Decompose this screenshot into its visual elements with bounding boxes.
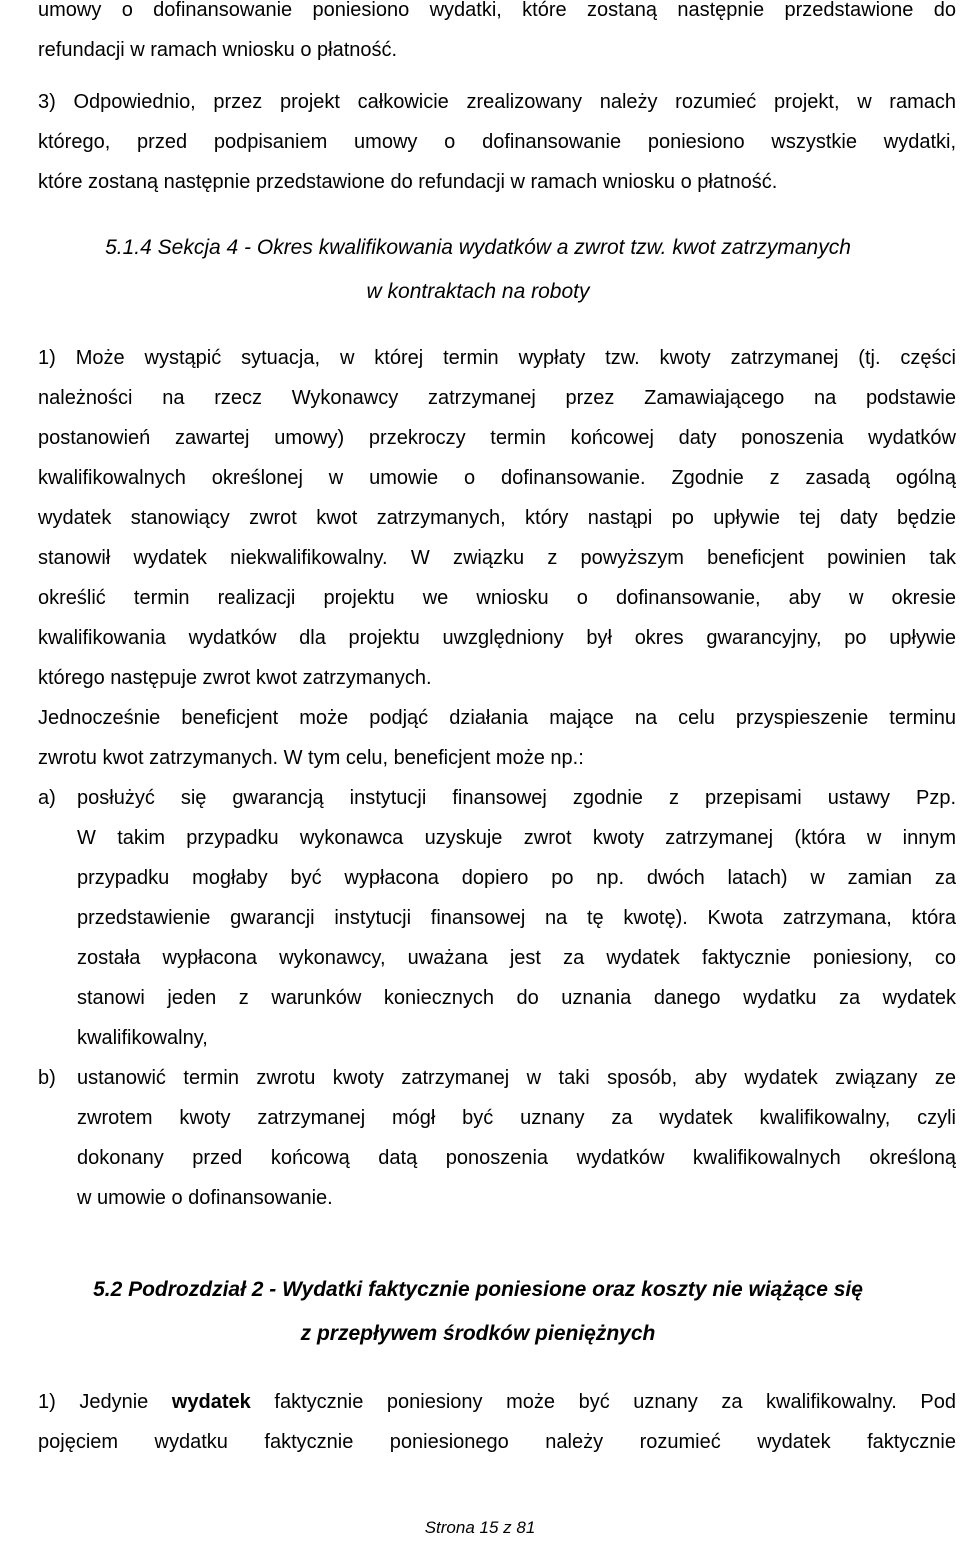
- text-line: refundacji w ramach wniosku o płatność.: [38, 39, 398, 61]
- text-line: [38, 1382, 956, 1422]
- text-line: stanowił wydatek niekwalifikowalny. W związku z powyższym beneficjent powinien tak: [38, 547, 956, 569]
- text-line: ustanowić termin zwrotu kwoty zatrzymanej w taki sposób, aby wydatek związany ze: [77, 1067, 956, 1089]
- text-line: dokonany przed końcową datą ponoszenia wydatków kwalifikowalnych określoną: [77, 1147, 956, 1169]
- text-line: kwalifikowalnych określonej w umowie o dofinansowanie. Zgodnie z zasadą ogólną: [38, 467, 956, 489]
- text-line: W takim przypadku wykonawca uzyskuje zwrot kwoty zatrzymanej (która w innym: [77, 827, 956, 849]
- text-run: faktycznie poniesiony może być uznany za kwalifikowalny. Pod: [250, 1391, 956, 1413]
- text-line: przypadku mogłaby być wypłacona dopiero po np. dwóch latach) w zamian za: [77, 867, 956, 889]
- text-line: którego następuje zwrot kwot zatrzymanych.: [38, 667, 432, 689]
- text-line: umowy o dofinansowanie poniesiono wydatki, które zostaną następnie przedstawione do: [38, 0, 956, 21]
- text-line: które zostaną następnie przedstawione do refundacji w ramach wniosku o płatność.: [38, 171, 778, 193]
- text-run: 1) Jedynie: [38, 1391, 172, 1413]
- list-marker: a): [38, 787, 56, 809]
- text-line: zwrotem kwoty zatrzymanej mógł być uznany za wydatek kwalifikowalny, czyli: [77, 1107, 956, 1129]
- text-line: kwalifikowania wydatków dla projektu uwzględniony był okres gwarancyjny, po upływie: [38, 627, 956, 649]
- list-marker: b): [38, 1067, 56, 1089]
- section-heading: 5.2 Podrozdział 2 - Wydatki faktycznie poniesione oraz koszty nie wiążące się: [93, 1278, 863, 1301]
- text-line: 3) Odpowiednio, przez projekt całkowicie zrealizowany należy rozumieć projekt, w ramach: [38, 91, 956, 113]
- section-heading: w kontraktach na roboty: [366, 280, 590, 303]
- text-line: określić termin realizacji projektu we wniosku o dofinansowanie, aby w okresie: [38, 587, 956, 609]
- text-line: w umowie o dofinansowanie.: [77, 1187, 333, 1209]
- text-line: 1) Może wystąpić sytuacja, w której termin wypłaty tzw. kwoty zatrzymanej (tj. części: [38, 347, 956, 369]
- text-line: należności na rzecz Wykonawcy zatrzymanej przez Zamawiającego na podstawie: [38, 387, 956, 409]
- text-line: wydatek stanowiący zwrot kwot zatrzymanych, który nastąpi po upływie tej daty będzie: [38, 507, 956, 529]
- text-line: posłużyć się gwarancją instytucji finansowej zgodnie z przepisami ustawy Pzp.: [77, 787, 956, 809]
- text-line: pojęciem wydatku faktycznie poniesionego należy rozumieć wydatek faktycznie: [38, 1431, 956, 1453]
- text-line: którego, przed podpisaniem umowy o dofinansowanie poniesiono wszystkie wydatki,: [38, 131, 956, 153]
- text-line: kwalifikowalny,: [77, 1027, 208, 1049]
- text-line: postanowień zawartej umowy) przekroczy termin końcowej daty ponoszenia wydatków: [38, 427, 956, 449]
- text-line: Jednocześnie beneficjent może podjąć działania mające na celu przyspieszenie terminu: [38, 707, 956, 729]
- section-heading: z przepływem środków pieniężnych: [300, 1322, 656, 1345]
- bold-term: wydatek: [171, 1391, 251, 1413]
- text-line: zwrotu kwot zatrzymanych. W tym celu, beneficjent może np.:: [38, 747, 584, 769]
- text-line: stanowi jeden z warunków koniecznych do uznania danego wydatku za wydatek: [77, 987, 956, 1009]
- text-line: przedstawienie gwarancji instytucji finansowej na tę kwotę). Kwota zatrzymana, która: [77, 907, 956, 929]
- page-number: Strona 15 z 81: [424, 1518, 536, 1537]
- section-heading: 5.1.4 Sekcja 4 - Okres kwalifikowania wydatków a zwrot tzw. kwot zatrzymanych: [105, 236, 851, 259]
- text-line: została wypłacona wykonawcy, uważana jest za wydatek faktycznie poniesiony, co: [77, 947, 956, 969]
